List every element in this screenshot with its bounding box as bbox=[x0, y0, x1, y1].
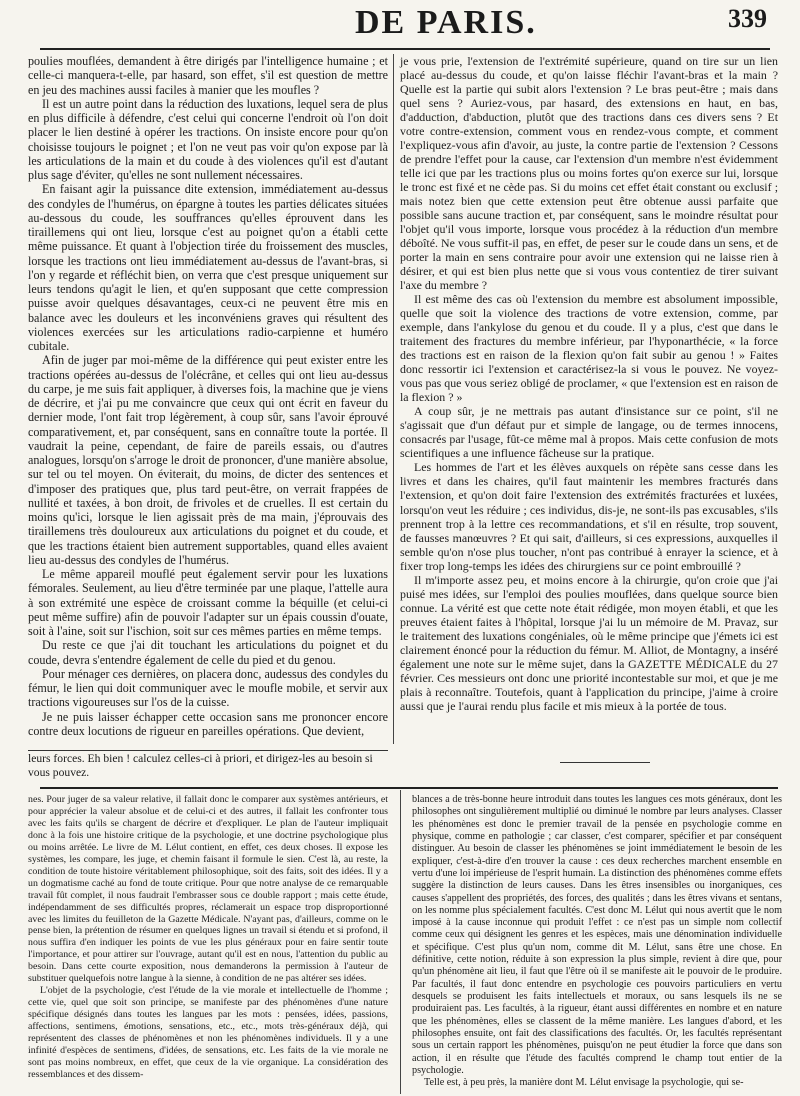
column-divider bbox=[393, 54, 394, 744]
paragraph: je vous prie, l'extension de l'extrémité supérieure, quand on tire sur un lien placé au-dessus du coude, et qu'on laisse fléchir l'avant-bras et la main ? Quelle est la partie qui subit alors l'extension ? Le bras peut-être ; mais dans quel sens ? Auriez-vous, par hasard, des extensions en haut, en bas, d'adduction, d'abduction, plutôt que des tractions dans ces divers sens ? Et votre contre-extension, comment vous en rendez-vous compte, et comment l'expliquez-vous afin d'avoir, au juste, la contre partie de l'extension ? Cessons de prendre l'effet pour la cause, car l'extension d'un membre n'est évidemment telle ici que par les tractions plus ou moins fortes qu'on exerce sur lui, lorsque le tronc est fixé et ne cède pas. Si du moins cet effet était constant ou exclusif ; mais notez bien que cette extension peut être obtenue aussi parfaite que possible sans aucune traction et, par conséquent, sans le moindre résultat pour l'objet qu'il vous importe, lorsque vous procédez à la réduction d'un membre déboîté. Ne vous suffit-il pas, en effet, de peser sur le coude dans un sens, et de porter la main en sens contraire pour avoir une extension qui ne laisse rien à désirer, et qui est bien plus nette que si vous vous contentiez de tirer suivant l'axe du membre ? bbox=[400, 54, 778, 293]
feuilleton-separator bbox=[40, 787, 778, 789]
paragraph: Il est même des cas où l'extension du membre est absolument impossible, quelle que soit la violence des tractions de votre extension, comme, par exemple, dans l'ankylose du genou et du coude. Il y a plus, c'est que dans le traitement des fractures du membre inférieur, par l'hyponarthécie, « la force des tractions est en raison de la flexion qu'on fait subir au genou ! » Faites donc ressortir ici l'extension et caractérisez-la si vous le pouvez. Ne voyez-vous pas que vous seriez obligé de proclamer, « que l'extension est en raison de la flexion ? » bbox=[400, 292, 778, 405]
article-left-column bbox=[28, 54, 388, 738]
paragraph: Il m'importe assez peu, et moins encore à la chirurgie, qu'on croie que j'ai puisé mes idées, sur l'emploi des poulies mouflées, dans quelque source bien connue. La vérité est que cette note était rédigée, mon moyen établi, et que les preuves étaient faites à l'hôpital, lorsque j'ai lu un mémoire de M. Pravaz, sur le traitement des luxations congéniales, où le même principe que j'émets ici est clairement énoncé pour la réduction du fémur. M. Alliot, de Montagny, a inséré également une note sur le même sujet, dans la GAZETTE MÉDICALE du 27 février. Ces messieurs ont donc une priorité incontestable sur moi, et que je me plais à reconnaître. Toutefois, quant à l'application du principe, j'aime à croire aussi que je l'aurai rendu plus facile et mis mieux à la portée de tous. bbox=[400, 572, 778, 713]
paragraph: poulies mouflées, demandent à être dirigés par l'intelligence humaine ; et celle-ci manquera-t-elle, par hasard, son effet, s'il est question de mettre en jeu des machines aussi faciles à manier que les moufles ? bbox=[28, 54, 388, 97]
page-header bbox=[0, 0, 800, 50]
paragraph: Afin de juger par moi-même de la différence qui peut exister entre les tractions opérées au-dessus de l'olécrâne, et celles qui ont lieu au-dessus du carpe, je me suis fait appliquer, à diverses fois, la machine que je viens de décrire, et j'ai pu me convaincre que ceux qui ont écrit en faveur du dernier mode, l'ont fait trop légèrement, à coup sûr, sans l'avoir éprouvé comparativement, et, par conséquent, sans en connaître toute la portée. Il vaudrait la peine, cependant, de faire de pareils essais, ou d'autres analogues, lorsqu'on s'arroge le droit de prononcer, d'une manière absolue, sur tel ou tel moyen. On éviterait, du moins, de dicter des sentences et d'imposer des pratiques que, plus tard peut-être, on verrait frappées de nullité et taxées, à bon droit, de frivoles et de cruelles. Il est certain du moins qu'ici, lorsque le lien agissait près de ma main, j'éprouvais des tiraillemens très douloureux aux articulations du poignet et du coude, et que les tractions étaient bien autrement supportables, quand elles avaient lieu au-dessus des condyles de l'humérus. bbox=[28, 353, 389, 567]
paragraph: A coup sûr, je ne mettrais pas autant d'insistance sur ce point, s'il ne s'agissait que d'un défaut pur et simple de langage, ou de termes innocens, consacrés par l'usage, fût-ce même mal à propos. Mais cette confusion de mots scientifiques a une influence fâcheuse sur la pratique. bbox=[400, 404, 778, 461]
article-right-column bbox=[400, 54, 778, 713]
feuilleton-left-column bbox=[28, 794, 388, 1081]
page-number: 339 bbox=[728, 4, 767, 33]
paragraph: Les hommes de l'art et les élèves auxquels on répète sans cesse dans les livres et dans les chaires, qu'il faut maintenir les membres fracturés dans l'extension, et qu'on doit faire l'extension des extrémités fracturées et luxées, lorsqu'on veut les réduire ; ces individus, dis-je, ne sont-ils pas excusables, s'ils prennent trop à la lettre ces recommandations, et s'il en résulte, trop souvent, de fausses manœuvres ? Et qui sait, d'ailleurs, si ces expressions, auxquelles il semble qu'on n'ose plus toucher, n'ont pas contribué à enrayer la science, et à fixer trop long-temps les idées des chirurgiens sur ce point embrouillé ? bbox=[400, 460, 778, 573]
footnote-rule bbox=[28, 750, 388, 751]
paragraph: Le même appareil mouflé peut également servir pour les luxations fémorales. Seulement, au lieu d'être terminée par une plaque, l'attelle aura à son extrémité une espèce de croissant comme la béquille (et celui-ci peut même suffire) afin de pouvoir l'adapter sur un épais coussin d'ouate, soit à l'aine, soit sur l'ischion, soit sur ces mêmes parties en même temps. bbox=[28, 567, 388, 638]
paragraph: Du reste ce que j'ai dit touchant les articulations du poignet et du coude, devra s'entendre également de celle du pied et du genou. bbox=[28, 638, 388, 667]
footnote: leurs forces. Eh bien ! calculez celles-ci à priori, et dirigez-les au besoin si vous pouvez. bbox=[28, 752, 373, 779]
article-end-rule bbox=[560, 762, 650, 763]
paragraph: Telle est, à peu près, la manière dont M. Lélut envisage la psychologie, qui se- bbox=[424, 1077, 744, 1089]
feuilleton-column-divider bbox=[400, 790, 401, 1094]
paragraph: L'objet de la psychologie, c'est l'étude de la vie morale et intellectuelle de l'homme ; cette vie, quel que soit son principe, se manifeste par des phénomènes d'une nature spécifique désignés dans toutes les langues par les mots : pensées, idées, passions, affections, sentimens, émotions, sensations, etc., etc., mots très-généraux déjà, qui représentent des classes de phénomènes et non les phénomènes individuels. Il y a une infinité d'espèces de sentimens, d'idées, de sensations, etc. Les faits de la vie morale ne sont pas moins nombreux, en effet, que ceux de la vie organique. La considération des ressemblances et des dissem- bbox=[28, 985, 388, 1080]
header-rule bbox=[40, 48, 770, 50]
feuilleton-right-column bbox=[412, 794, 782, 1090]
paragraph: nes. Pour juger de sa valeur relative, il fallait donc le comparer aux systèmes antérieurs, et pour apprécier la valeur absolue et de celui-ci et des autres, il fallait les confronter tous avec les faits qu'ils se chargent de décrire et d'expliquer. Le plan de l'auteur impliquait donc à la fois une histoire critique de la psychologie, et une doctrine psychologique plus ou moins arrêtée. Le livre de M. Lélut contient, en effet, ces deux choses. Il expose les systèmes, les compare, les juge, et chemin faisant il formule le sien. C'est là, au reste, la condition de toute histoire véritablement philosophique, soit des faits, soit des idées. Il y a un dogmatisme caché au fond de toute critique. Pour que notre analyse de ce remarquable travail fût complet, il nous faudrait l'embrasser sous ce double rapport ; mais cette étude, indépendamment de ses difficultés propres, réclamerait un espace trop disproportionné avec les limites du feuilleton de la Gazette Médicale. N'ayant pas, d'ailleurs, comme on le pense bien, la prétention de résumer en quelques lignes un travail si étendu et si profond, il nous suffira d'en indiquer les points de vue les plus généraux pour en faire sentir toute l'importance, et pour attirer sur l'ouvrage, autant qu'il est en nous, l'attention du public au besoin. Dans cette courte exposition, nous demanderons la permission à l'auteur de substituer quelquefois notre langue à la sienne, à condition de ne pas altérer ses idées. bbox=[28, 794, 388, 985]
paragraph: En faisant agir la puissance dite extension, immédiatement au-dessus des condyles de l'humérus, on épargne à toutes les parties délicates situées au-dessous du coude, les souffrances qu'elles éprouvent dans les tiraillemens qui ont lieu, lorsque c'est au poignet qu'on a établi cette même puissance. Et quant à l'objection tirée du froissement des muscles, lorsque les tractions ont lieu immédiatement au-dessus de l'avant-bras, si l'on y regarde et réfléchit bien, on verra que c'est presque uniquement sur leurs tendons qu'agit le lien, et qu'en supposant que cette compression puisse avoir quelques désavantages, ceux-ci ne peuvent être mis en balance avec les douleurs et les inconvéniens graves qui résultent des violences exercées sur les articulations radio-carpienne et huméro cubitale. bbox=[28, 182, 388, 353]
paragraph: blances a de très-bonne heure introduit dans toutes les langues ces mots généraux, dont les philosophes ont singulièrement multiplié ou diminué le nombre par leurs analyses. Classer les phénomènes est donc le premier travail de la pensée en psychologie comme en physique, comme en pathologie ; car classer, c'est comparer, spécifier et par conséquent distinguer. Au besoin de classer les phénomènes se joint immédiatement le besoin de les expliquer, c'est-à-dire d'en trouver la cause : ces deux recherches marchent ensemble en vertu d'une loi impérieuse de l'esprit humain. La distinction des phénomènes comme effets suggère la distinction de leurs causes. Dans les êtres insensibles ou inorganiques, ces causes s'appellent des propriétés, des forces, des qualités ; dans les êtres vivans et sentans, on les nomme plus spécialement facultés. C'est donc M. Lélut qui nous avertit que le nom imposé à la cause inconnue qui produit l'effet : ce n'est pas un simple nom collectif comme ceux qui désignent les genres et les espèces, mais une dénomination individuelle et spécifique. C'est plus qu'un nom, comme dit M. Lélut, sans être une chose. En définitive, cette notion, réduite à son expression la plus simple, revient à dire que, pour qu'un phénomène ait lieu, il faut que l'être où il se manifeste ait le pouvoir de le produire. Par facultés, il faut donc entendre en psychologie ces pouvoirs particuliers en vertu desquels se produisent les faits intellectuels et moraux, ou sans lesquels ils ne se produiraient pas. Les facultés, à la rigueur, étant aussi différentes en nombre et en nature que les phénomènes, elles se classent de la même manière. Les langues d'abord, et les philosophes ensuite, ont fait des classifications des facultés. Or, les facultés représentant sous un certain rapport les phénomènes, puisqu'on ne peut étudier la force que dans son action, il en résulte que l'étude des facultés comprend le champ tout entier de la psychologie. bbox=[412, 794, 782, 1076]
paragraph: Il est un autre point dans la réduction des luxations, lequel sera de plus en plus difficile à défendre, c'est celui qui concerne l'endroit où l'on doit placer le lien destiné à opérer les tractions. On insiste encore pour qu'on choisisse toujours le poignet ; et l'on ne veut pas voir qu'on expose par là les articulations de la main et du coude à des violences qu'il est d'autant plus sage d'éviter, qu'elles ne sont nullement nécessaires. bbox=[28, 96, 388, 182]
page-title: DE PARIS. bbox=[355, 4, 537, 41]
paragraph: Pour ménager ces dernières, on placera donc, audessus des condyles du fémur, le lien qui doit communiquer avec le moufle mobile, et servir aux tractions vigoureuses sur l'os de la cuisse. bbox=[28, 666, 388, 710]
paragraph: Je ne puis laisser échapper cette occasion sans me prononcer encore contre deux locutions de rigueur en pareilles opérations. Que devient, bbox=[28, 709, 388, 738]
